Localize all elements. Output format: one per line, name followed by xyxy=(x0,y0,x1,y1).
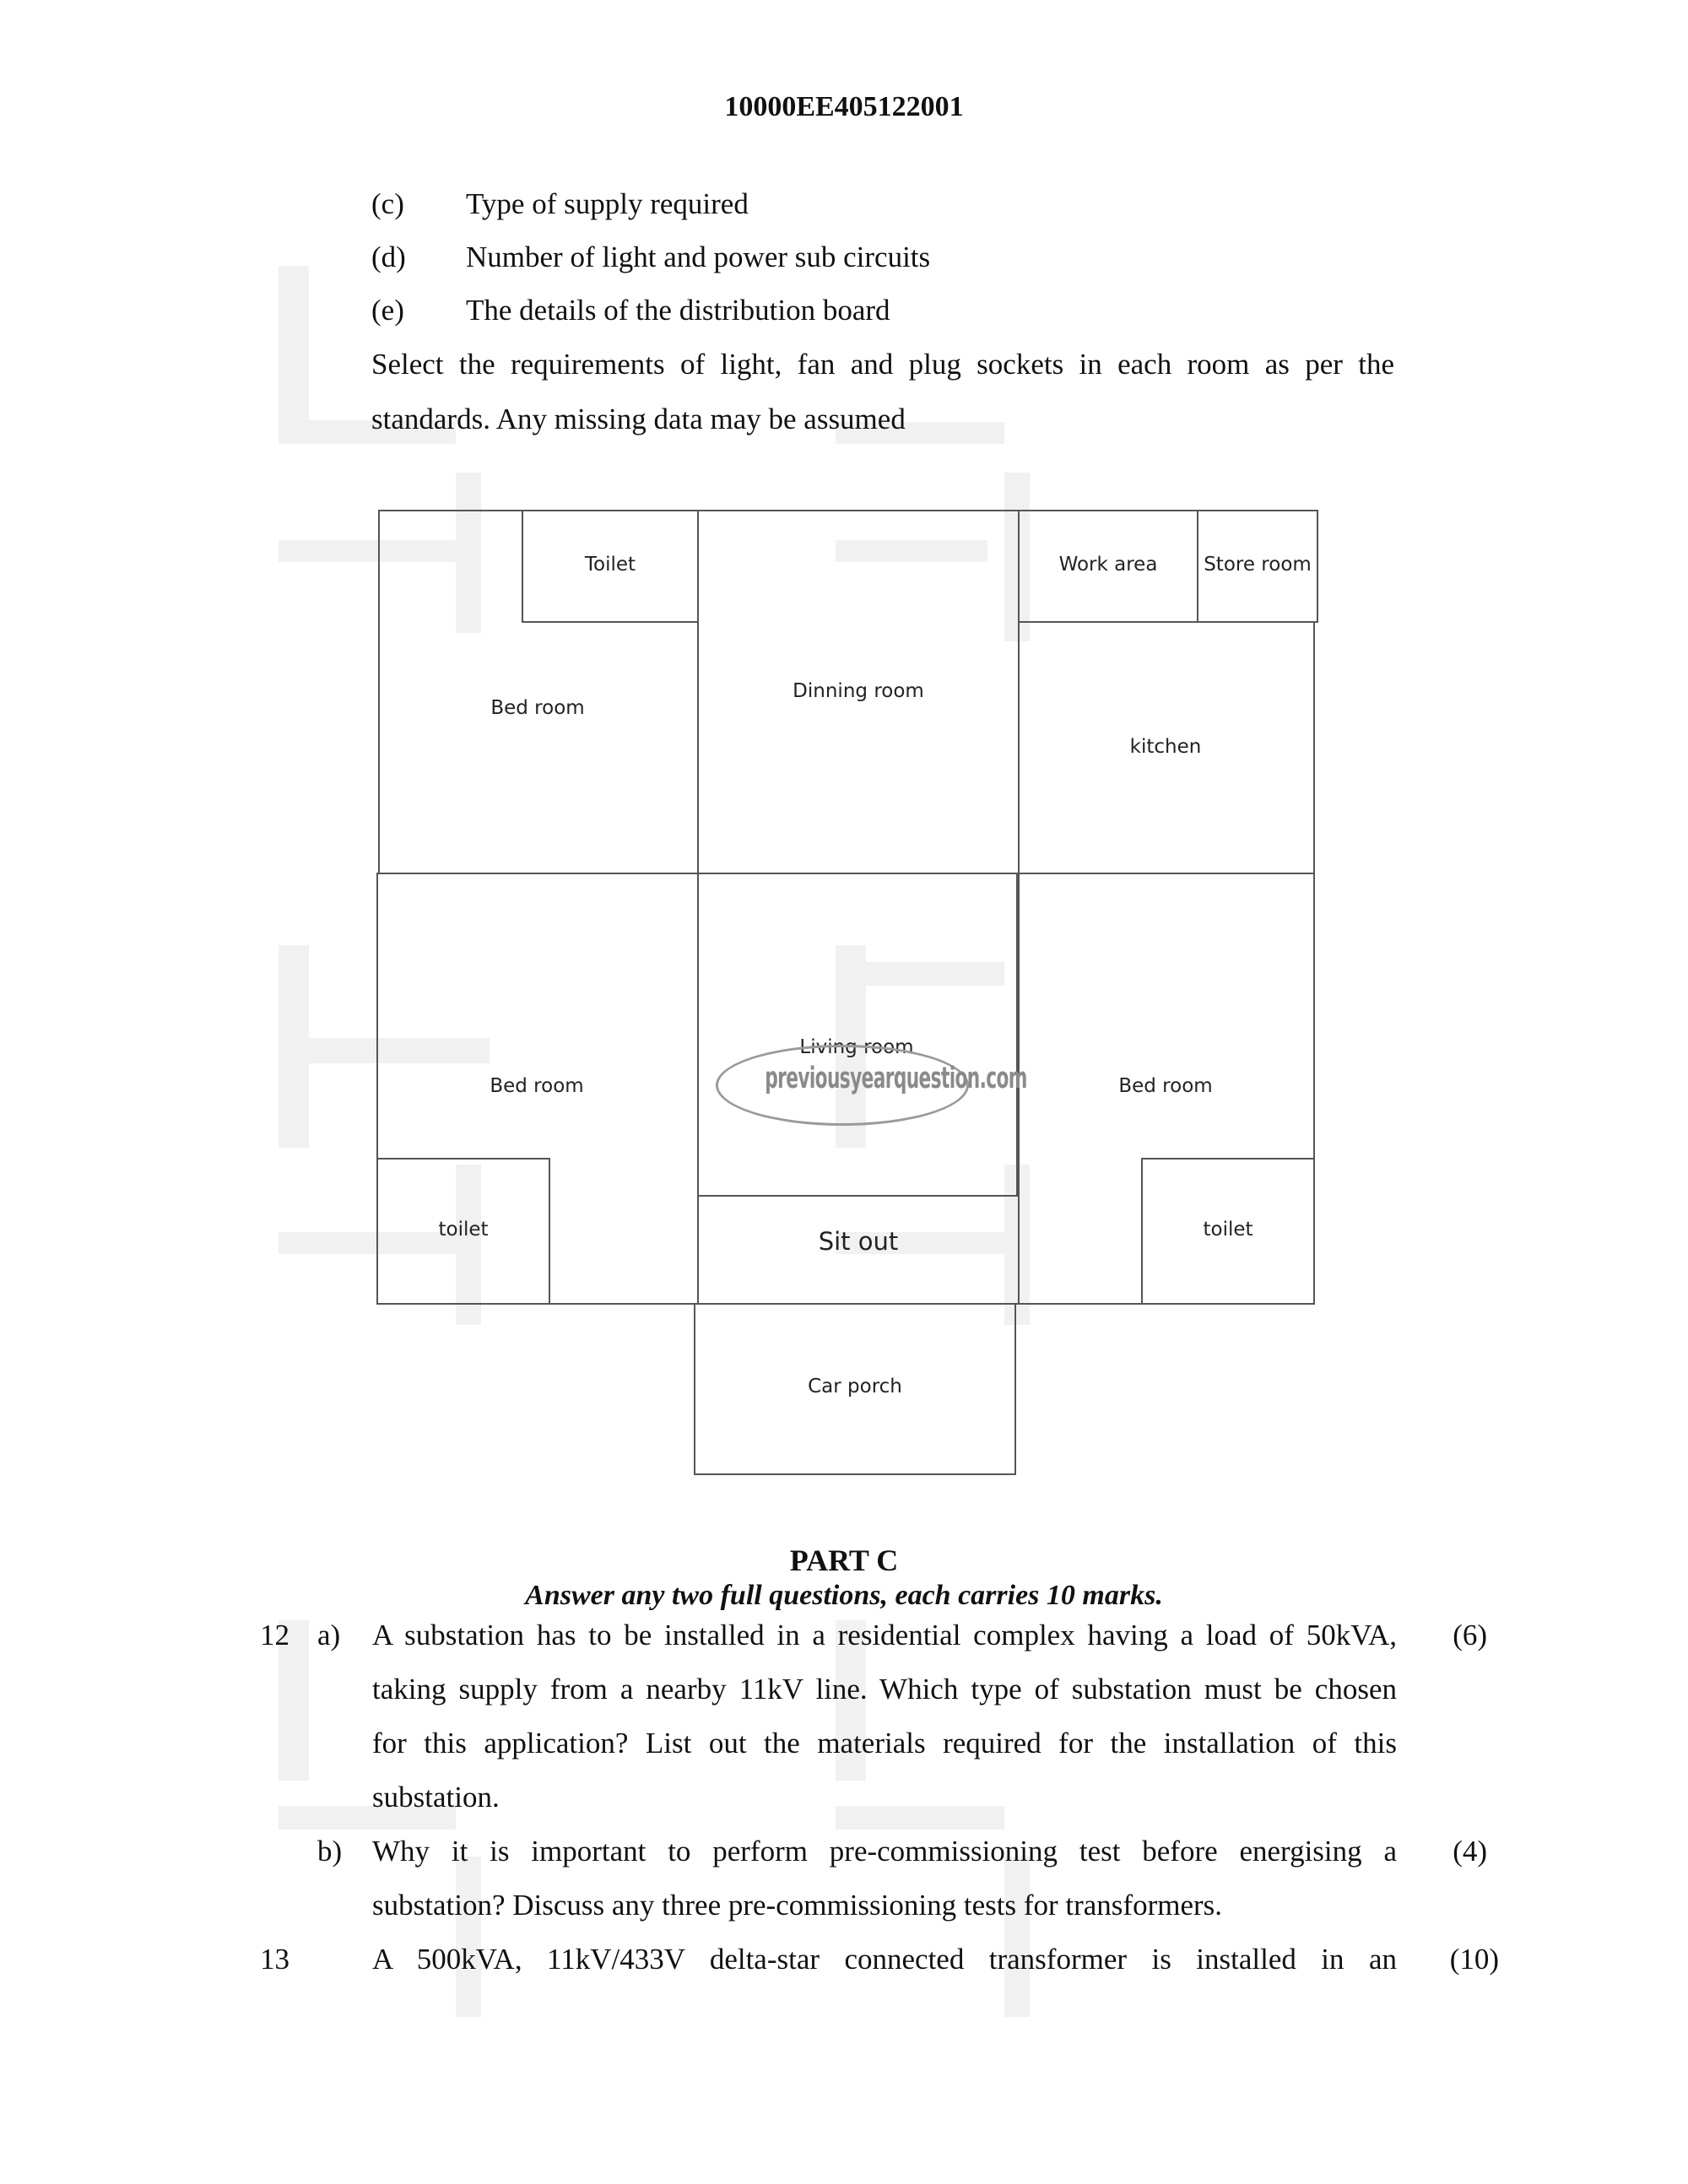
room-label: Store room xyxy=(1204,554,1312,576)
question-marks: (10) xyxy=(1449,1943,1499,1976)
document-code: 10000EE405122001 xyxy=(724,91,964,122)
room-label: toilet xyxy=(438,1219,489,1241)
room-label: Work area xyxy=(1058,554,1158,576)
instruction-line: Select the requirements of light, fan and plug sockets in each room as per the xyxy=(371,348,1394,381)
room-label: Bed room xyxy=(490,697,585,719)
room-label: toilet xyxy=(1203,1219,1253,1241)
question-part-label: a) xyxy=(317,1619,341,1652)
sub-item-text: Number of light and power sub circuits xyxy=(466,241,931,273)
question-text-line: A 500kVA, 11kV/433V delta-star connected transformer is installed in an xyxy=(372,1943,1397,1976)
room-label: Bed room xyxy=(1118,1075,1213,1097)
question-text-line: taking supply from a nearby 11kV line. Which type of substation must be chosen xyxy=(372,1673,1397,1706)
question-marks: (4) xyxy=(1453,1835,1487,1868)
question-text-line: Why it is important to perform pre-commissioning test before energising a xyxy=(372,1835,1397,1868)
sub-item-text: Type of supply required xyxy=(466,187,749,220)
sub-item-number: (e) xyxy=(371,294,404,327)
sub-item-number: (d) xyxy=(371,241,406,273)
question-text-line: substation. xyxy=(372,1781,500,1814)
question-text-line: for this application? List out the materials required for the installation of this xyxy=(372,1727,1397,1760)
section-instruction: Answer any two full questions, each carries 10 marks. xyxy=(525,1580,1163,1611)
section-title: PART C xyxy=(789,1543,899,1577)
sub-item-text: The details of the distribution board xyxy=(466,294,890,327)
instruction-line: standards. Any missing data may be assumed xyxy=(371,403,906,435)
room-label: kitchen xyxy=(1129,736,1202,758)
living-room xyxy=(697,873,1027,1197)
question-part-label: b) xyxy=(317,1835,343,1868)
sub-item-number: (c) xyxy=(371,187,404,220)
room-label: Living room xyxy=(799,1036,914,1058)
question-text-line: substation? Discuss any three pre-commissioning tests for transformers. xyxy=(372,1889,1223,1922)
question-marks: (6) xyxy=(1453,1619,1487,1652)
room-label: Bed room xyxy=(490,1075,584,1097)
question-text-line: A substation has to be installed in a residential complex having a load of 50kVA, xyxy=(372,1619,1397,1652)
watermark-text: previousyearquestion.com xyxy=(765,1062,1027,1095)
room-label: Sit out xyxy=(818,1227,899,1256)
room-label: Car porch xyxy=(808,1376,902,1397)
room-label: Dinning room xyxy=(793,680,924,702)
question-number: 13 xyxy=(260,1943,289,1976)
question-number: 12 xyxy=(260,1619,289,1652)
room-label: Toilet xyxy=(584,554,636,576)
